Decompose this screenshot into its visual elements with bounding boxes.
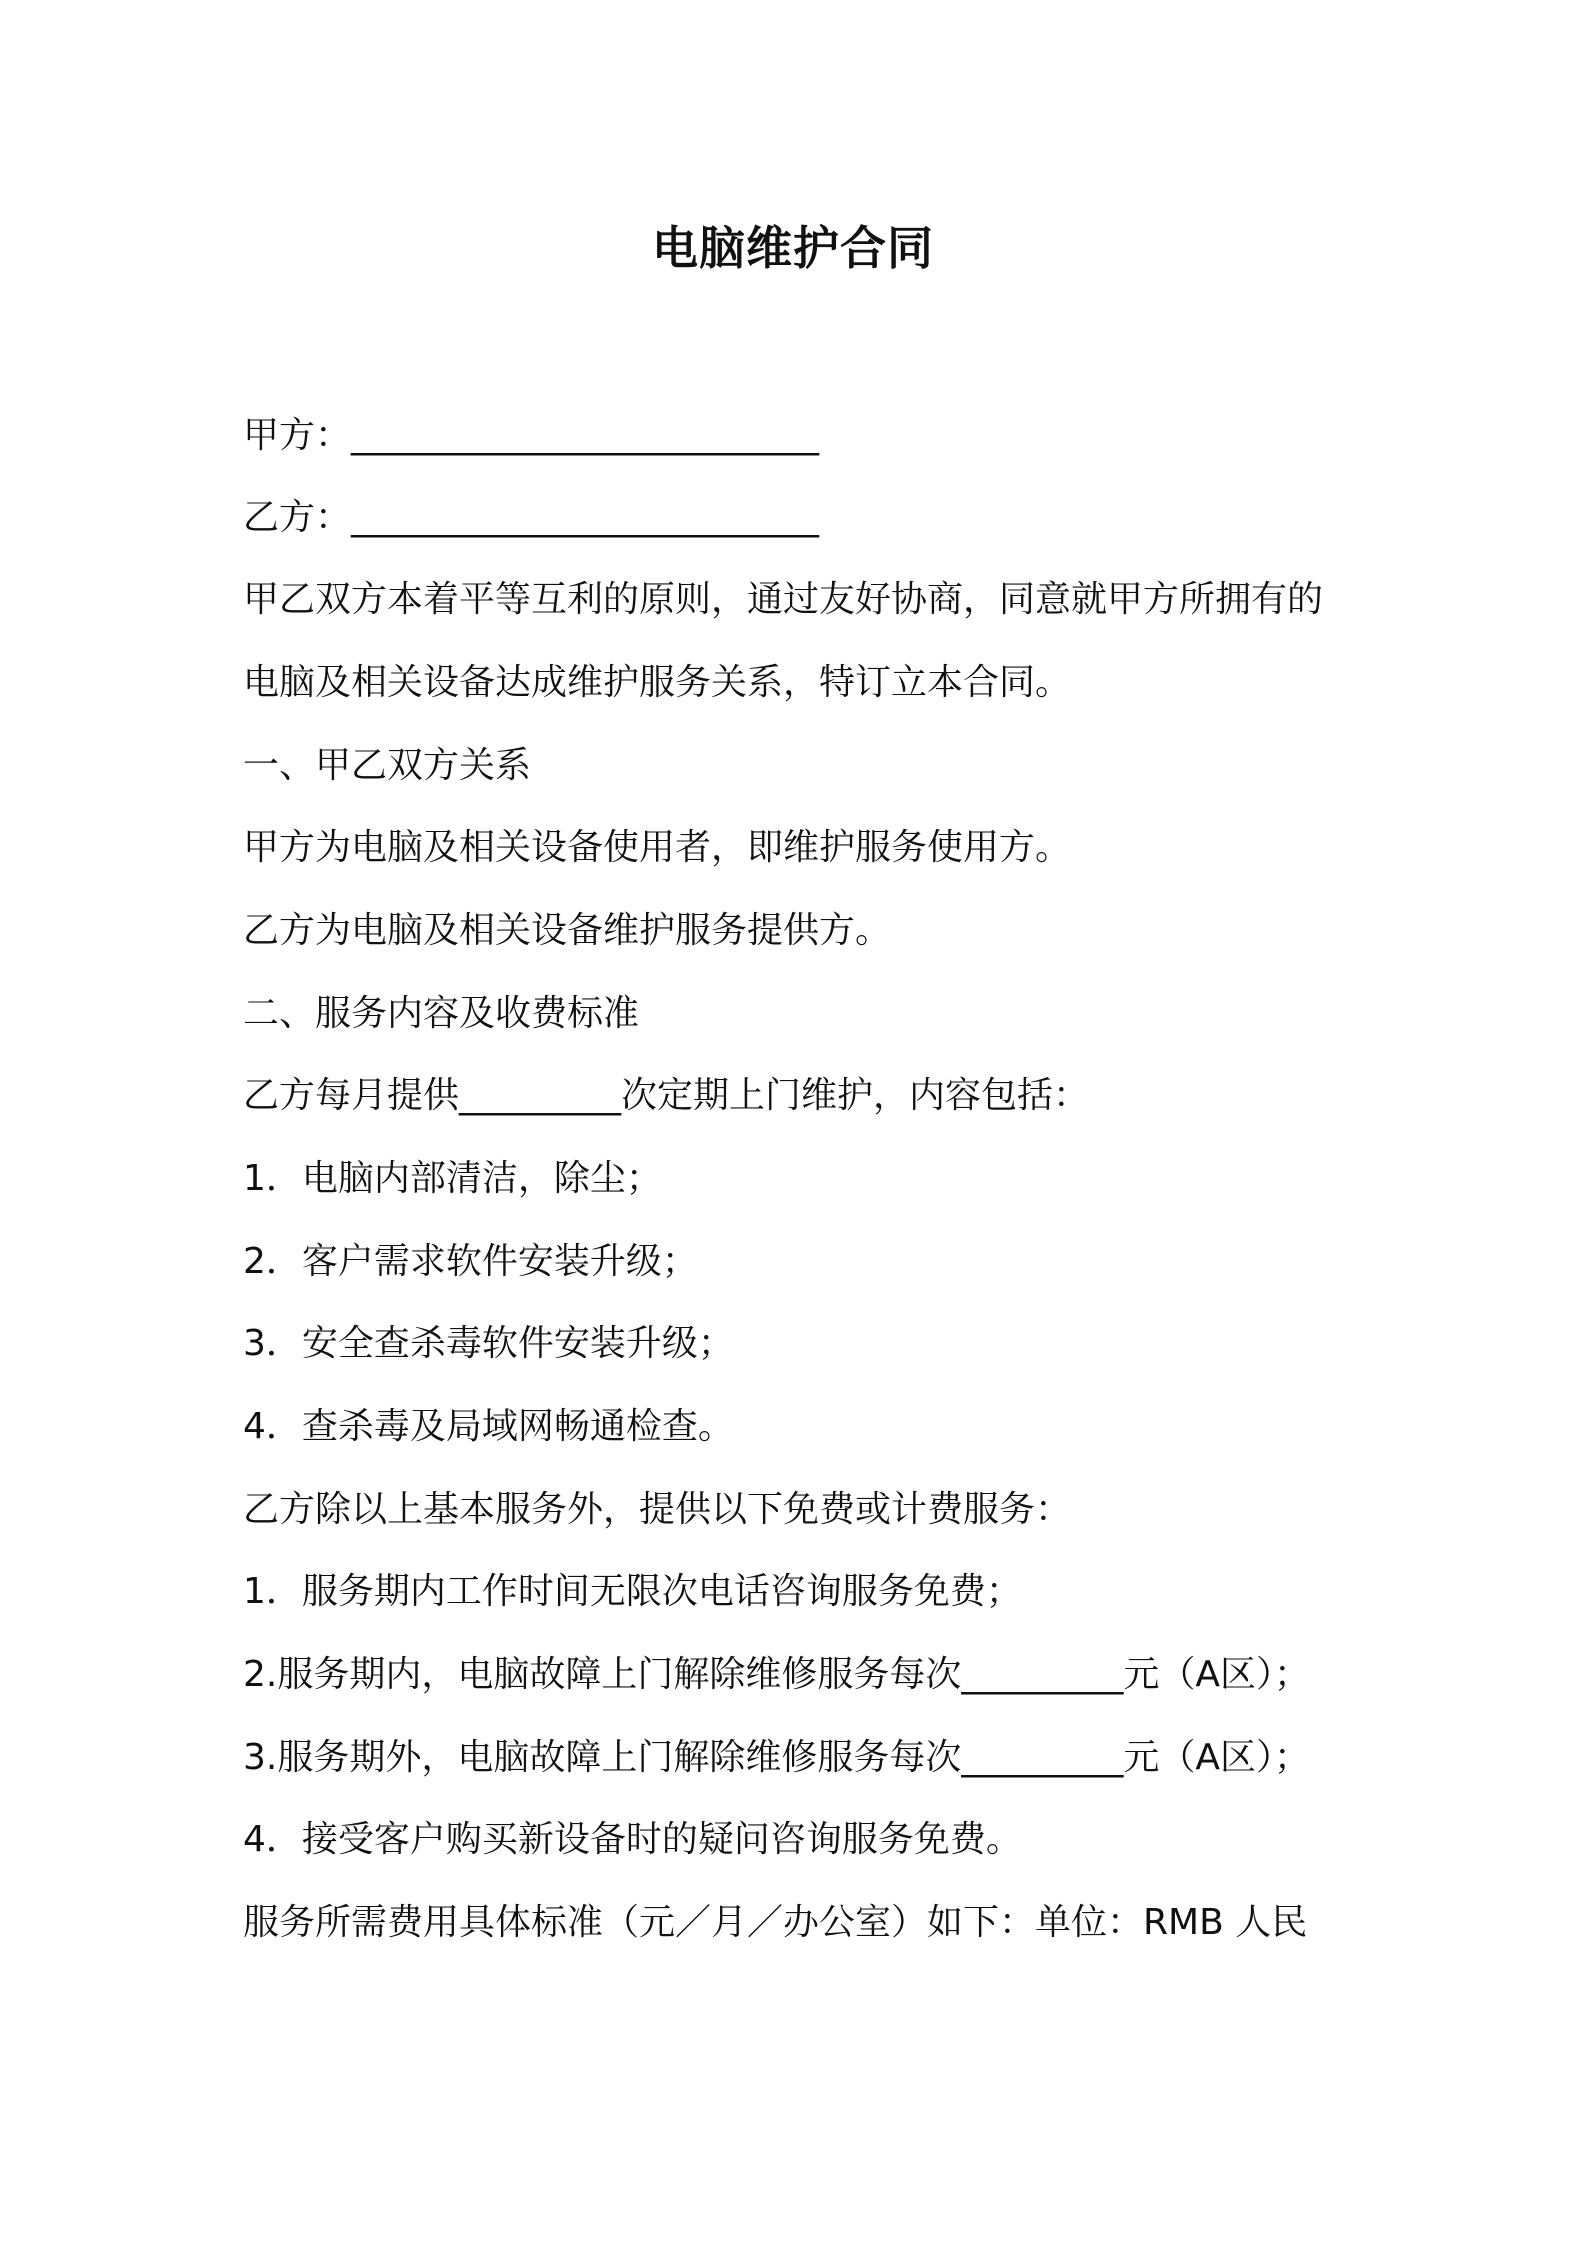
party-b-line: 乙方：__________________________ [243, 497, 820, 538]
basic-item-4: 4．查杀毒及局域网畅通检查。 [243, 1406, 734, 1447]
section-1-party-a: 甲方为电脑及相关设备使用者，即维护服务使用方。 [243, 827, 1072, 868]
basic-item-3: 3．安全查杀毒软件安装升级； [243, 1323, 734, 1364]
party-a-line: 甲方：__________________________ [243, 415, 820, 456]
fee-standard-line: 服务所需费用具体标准（元／月／办公室）如下：单位：RMB 人民 [243, 1902, 1308, 1943]
section-1-heading: 一、甲乙双方关系 [243, 745, 532, 786]
monthly-visits-line: 乙方每月提供_________次定期上门维护，内容包括： [243, 1075, 1090, 1116]
extra-services-intro: 乙方除以上基本服务外，提供以下免费或计费服务： [243, 1489, 1072, 1530]
document-title: 电脑维护合同 [652, 221, 934, 275]
preamble-line-1: 甲乙双方本着平等互利的原则，通过友好协商，同意就甲方所拥有的 [243, 579, 1324, 620]
basic-item-2: 2．客户需求软件安装升级； [243, 1241, 698, 1282]
extra-item-4: 4．接受客户购买新设备时的疑问咨询服务免费。 [243, 1819, 1022, 1860]
extra-item-2: 2.服务期内，电脑故障上门解除维修服务每次_________元（A区）； [243, 1654, 1310, 1695]
basic-item-1: 1．电脑内部清洁，除尘； [243, 1158, 662, 1199]
section-2-heading: 二、服务内容及收费标准 [243, 993, 640, 1034]
section-1-party-b: 乙方为电脑及相关设备维护服务提供方。 [243, 910, 892, 951]
preamble-line-2: 电脑及相关设备达成维护服务关系，特订立本合同。 [243, 662, 1072, 703]
extra-item-1: 1．服务期内工作时间无限次电话咨询服务免费； [243, 1571, 1022, 1612]
extra-item-3: 3.服务期外，电脑故障上门解除维修服务每次_________元（A区）； [243, 1737, 1310, 1778]
